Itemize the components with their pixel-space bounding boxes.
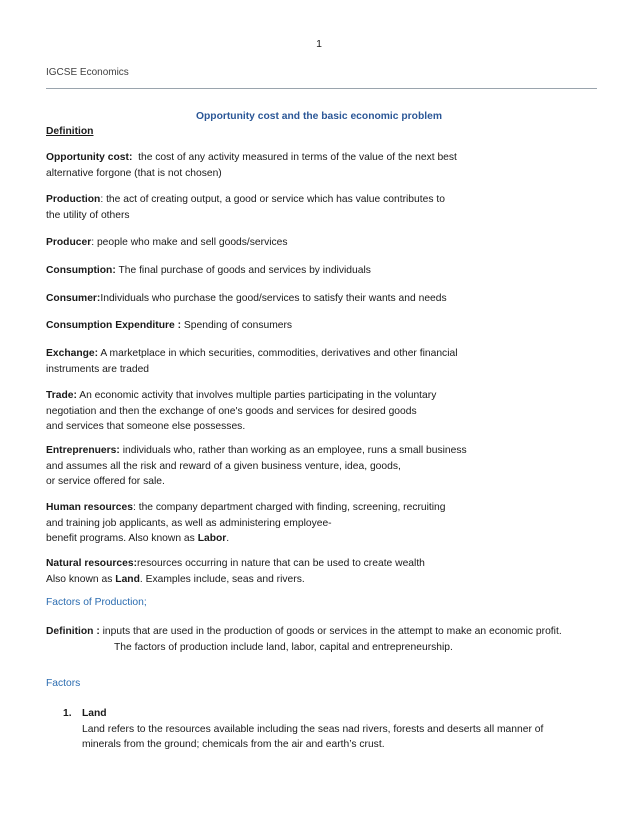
list-item-number: 1. xyxy=(63,708,72,719)
term-label: Producer xyxy=(46,237,92,248)
list-item-title: Land xyxy=(82,708,107,719)
term-entry xyxy=(46,388,436,435)
term-text: and assumes all the risk and reward of a given business venture, idea, goods, xyxy=(46,460,401,472)
term-emphasis: Labor xyxy=(197,533,227,545)
header-divider xyxy=(46,88,597,89)
term-label: Opportunity cost: xyxy=(46,152,133,163)
term-text: inputs that are used in the production of goods or services in the attempt to make an economic profit. xyxy=(102,626,562,637)
term-text: Also known as xyxy=(46,573,113,585)
list-item-text: Land refers to the resources available including the seas nad rivers, forests and deserts all manner of xyxy=(82,723,544,735)
term-entry xyxy=(46,192,445,223)
term-text: An economic activity that involves multiple parties participating in the voluntary xyxy=(79,390,437,401)
term-text: individuals who, rather than working as an employee, runs a small business xyxy=(122,445,467,456)
term-text: or service offered for sale. xyxy=(46,476,165,488)
term-entry xyxy=(46,263,371,279)
term-text: Individuals who purchase the good/services to satisfy their wants and needs xyxy=(100,293,447,304)
term-text: : people who make and sell goods/services xyxy=(91,237,288,248)
term-text: Spending of consumers xyxy=(183,320,293,331)
term-text: The final purchase of goods and services by individuals xyxy=(118,265,371,276)
list-item-text: minerals from the ground; chemicals from the air and earth’s crust. xyxy=(82,739,385,751)
factors-definition-continuation: The factors of production include land, labor, capital and entrepreneurship. xyxy=(114,642,453,653)
term-text: benefit programs. Also known as xyxy=(46,533,195,545)
term-entry xyxy=(46,235,288,251)
term-entry xyxy=(46,346,458,377)
term-label: Entreprenuers: xyxy=(46,445,120,456)
term-text: and services that someone else possesses. xyxy=(46,421,246,433)
definition-heading: Definition xyxy=(46,126,94,137)
term-text: resources occurring in nature that can be used to create wealth xyxy=(137,558,425,569)
term-text: the utility of others xyxy=(46,209,130,221)
factors-definition xyxy=(46,624,562,640)
page-number: 1 xyxy=(316,38,322,50)
term-label: Production xyxy=(46,194,101,205)
term-text: alternative forgone (that is not chosen) xyxy=(46,167,222,179)
term-label: Natural resources: xyxy=(46,558,137,569)
term-entry xyxy=(46,291,447,307)
factors-of-production-heading: Factors of Production; xyxy=(46,597,147,608)
term-text: the cost of any activity measured in terms of the value of the next best xyxy=(138,152,457,163)
term-text: : the company department charged with finding, screening, recruiting xyxy=(133,502,446,513)
term-text: instruments are traded xyxy=(46,363,150,375)
factors-subheading: Factors xyxy=(46,678,81,689)
term-label: Human resources xyxy=(46,502,133,513)
term-text: A marketplace in which securities, commodities, derivatives and other financial xyxy=(100,348,458,359)
term-label: Consumption: xyxy=(46,265,116,276)
term-entry xyxy=(46,150,457,181)
term-label: Consumption Expenditure : xyxy=(46,320,182,331)
term-label: Consumer: xyxy=(46,293,101,304)
term-text: and training job applicants, as well as administering employee- xyxy=(46,517,332,529)
list-item xyxy=(82,706,543,753)
header-title: IGCSE Economics xyxy=(46,67,129,78)
term-entry xyxy=(46,318,292,334)
term-entry: Natural resources:resources occurring in nature that can be used to create wealth Also known as Land. Examples include, seas and rivers. xyxy=(46,558,425,585)
term-entry: Human resources: the company department charged with finding, screening, recruiting and training job applicants, as well as administering employee- benefit programs. Also known as Labor. xyxy=(46,502,446,545)
term-label: Exchange: xyxy=(46,348,99,359)
document-title: Opportunity cost and the basic economic problem xyxy=(195,111,442,122)
term-label: Trade: xyxy=(46,390,77,401)
term-label: Definition : xyxy=(46,626,100,637)
term-emphasis: Land xyxy=(115,573,140,585)
term-entry xyxy=(46,443,467,490)
term-text: : the act of creating output, a good or service which has value contributes to xyxy=(100,194,445,205)
term-text: negotiation and then the exchange of one's goods and services for desired goods xyxy=(46,405,417,417)
